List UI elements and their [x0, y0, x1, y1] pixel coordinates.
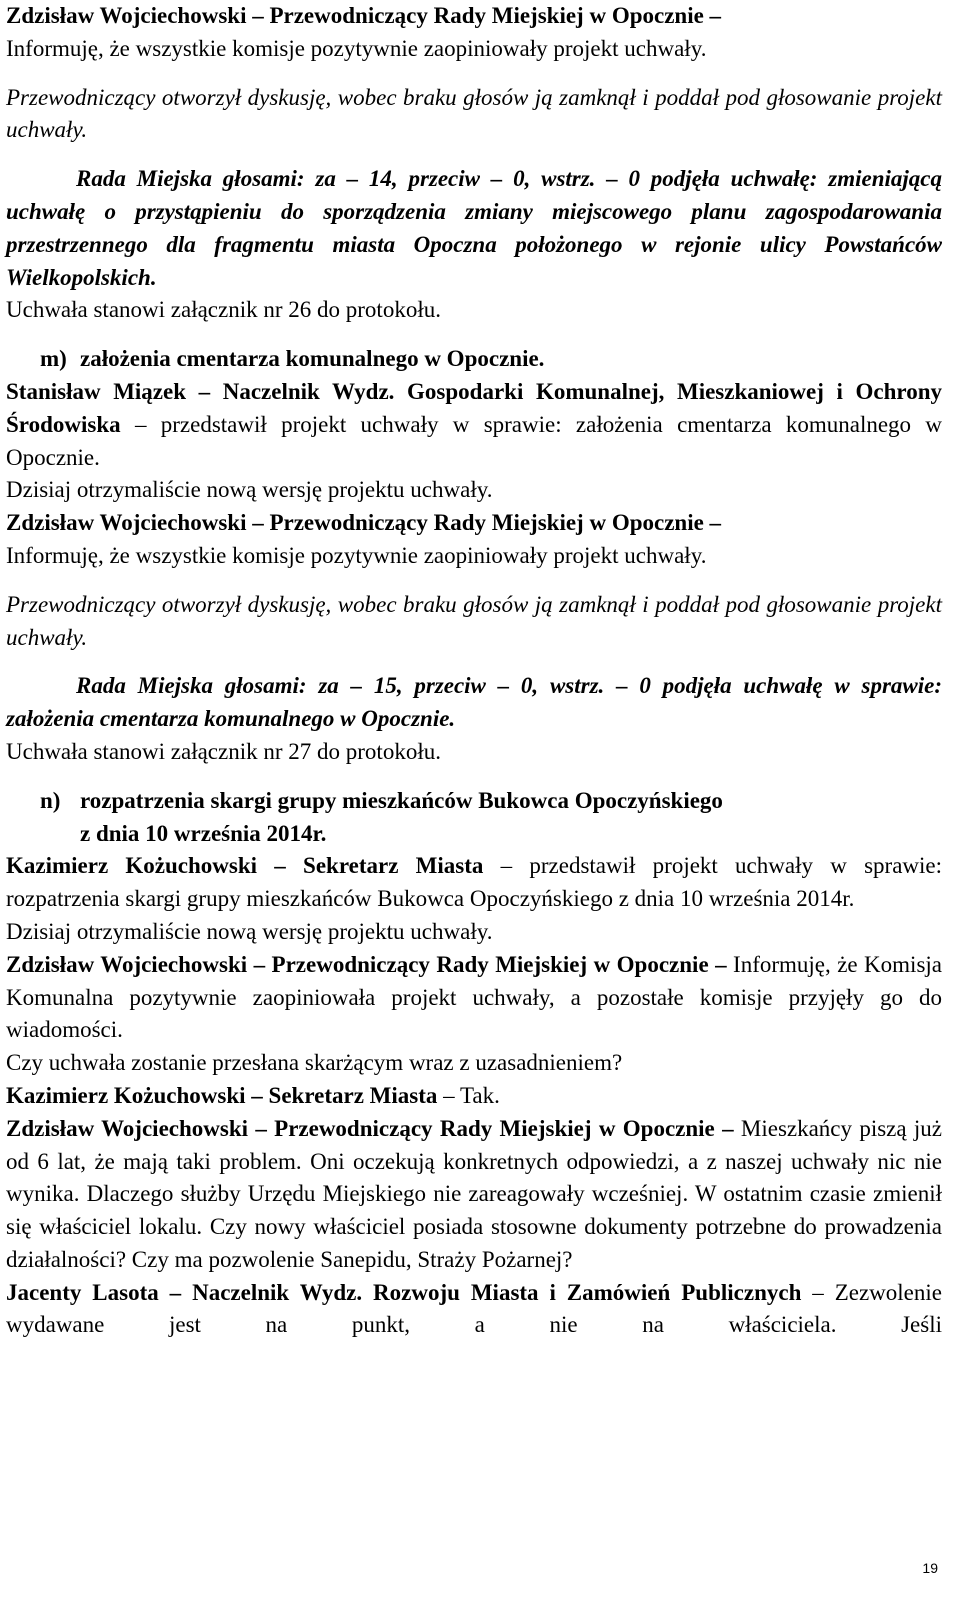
vote-result [6, 163, 942, 294]
vote-result [6, 670, 942, 736]
discussion-note: Przewodniczący otworzył dyskusję, wobec braku głosów ją zamknął i poddał pod głosowanie projekt uchwały. [6, 591, 942, 650]
speaker-name: Zdzisław Wojciechowski – Przewodniczący Rady Miejskiej w Opocznie – [6, 510, 722, 536]
agenda-marker: n) [40, 787, 61, 813]
agenda-title: założenia cmentarza komunalnego w Opocznie. [80, 346, 545, 372]
vote-lead: Rada Miejska głosami: za – 14, przeciw – 0, wstrz. [76, 166, 596, 192]
vote-rest: – 0 podjęła uchwałę: zmieniającą uchwałę o przystąpieniu do sporządzenia zmiany miejscowego planu zagospodarowania przestrzennego dla fragmentu miasta Opoczna położonego w rejonie ulicy Powstańców Wielkopolskich. [6, 166, 942, 290]
attachment-note: Uchwała stanowi załącznik nr 26 do protokołu. [6, 297, 441, 323]
statement-paragraph: Czy uchwała zostanie przesłana skarżącym wraz z uzasadnieniem? [6, 1050, 623, 1076]
statement-paragraph [6, 1080, 942, 1113]
agenda-title-continued: z dnia 10 września 2014r. [80, 820, 327, 846]
statement-paragraph [6, 850, 942, 916]
document-body [6, 0, 942, 1342]
speaker-name: Kazimierz Kożuchowski – Sekretarz Miasta [6, 853, 484, 879]
statement-paragraph [6, 949, 942, 1047]
speaker-name: Zdzisław Wojciechowski – Przewodniczący Rady Miejskiej w Opocznie – [6, 3, 722, 28]
discussion-note: Przewodniczący otworzył dyskusję, wobec braku głosów ją zamknął i poddał pod głosowanie projekt uchwały. [6, 84, 942, 143]
agenda-item-n [6, 785, 942, 818]
statement-text: Informuję, że wszystkie komisje pozytywnie zaopiniowały projekt uchwały. [6, 542, 707, 568]
attachment-note: Uchwała stanowi załącznik nr 27 do protokołu. [6, 738, 441, 764]
statement-text: – przedstawił projekt uchwały w sprawie: rozpatrzenia skargi grupy mieszkańców Bukowca Opoczyńskiego z dnia 10 września 2014r. [6, 853, 943, 912]
speaker-name: Stanisław Miązek – Naczelnik Wydz. Gospodarki Komunalnej, Mieszkaniowej i Ochrony Środowiska [6, 378, 942, 437]
vote-lead: Rada Miejska głosami: za – 15, przeciw – 0, wstrz. [76, 673, 605, 699]
statement-paragraph [6, 376, 942, 474]
statement-paragraph [6, 1277, 942, 1343]
statement-text: – przedstawił projekt uchwały w sprawie: założenia cmentarza komunalnego w Opocznie. [6, 411, 942, 470]
vote-rest: – 0 podjęła uchwałę w sprawie: założenia cmentarza komunalnego w Opocznie. [6, 673, 942, 732]
statement-text: – Tak. [437, 1082, 500, 1108]
statement-text: Informuję, że Komisja Komunalna pozytywnie zaopiniowała projekt uchwały, a pozostałe komisje przyjęły go do wiadomości. [6, 951, 942, 1043]
statement-paragraph [6, 1113, 942, 1277]
statement-paragraph: Dzisiaj otrzymaliście nową wersję projektu uchwały. [6, 477, 493, 503]
agenda-item-m [6, 343, 942, 376]
statement-text: Informuję, że wszystkie komisje pozytywnie zaopiniowały projekt uchwały. [6, 35, 707, 61]
statement-paragraph: Dzisiaj otrzymaliście nową wersję projektu uchwały. [6, 918, 493, 944]
page-number: 19 [922, 1560, 938, 1576]
agenda-title: rozpatrzenia skargi grupy mieszkańców Bukowca Opoczyńskiego [80, 787, 723, 813]
speaker-name: Zdzisław Wojciechowski – Przewodniczący Rady Miejskiej w Opocznie – [6, 951, 727, 977]
agenda-marker: m) [40, 346, 67, 372]
speaker-name: Zdzisław Wojciechowski – Przewodniczący Rady Miejskiej w Opocznie – [6, 1115, 734, 1141]
statement-text: Mieszkańcy piszą już od 6 lat, że mają taki problem. Oni oczekują konkretnych odpowiedzi, a z naszej uchwały nic nie wynika. Dlaczego służby Urzędu Miejskiego nie zareagowały wcześniej. W ostatnim czasie zmienił się właściciel lokalu. Czy nowy właściciel posiada stosowne dokumenty potrzebne do prowadzenia działalności? Czy ma pozwolenie Sanepidu, Straży Pożarnej? [6, 1115, 943, 1272]
speaker-name: Jacenty Lasota – Naczelnik Wydz. Rozwoju Miasta i Zamówień Publicznych [6, 1279, 802, 1305]
statement-paragraph [6, 0, 942, 66]
statement-paragraph [6, 507, 942, 573]
speaker-name: Kazimierz Kożuchowski – Sekretarz Miasta [6, 1082, 438, 1108]
statement-text: – Zezwolenie wydawane jest na punkt, a nie na właściciela. Jeśli [6, 1279, 942, 1338]
